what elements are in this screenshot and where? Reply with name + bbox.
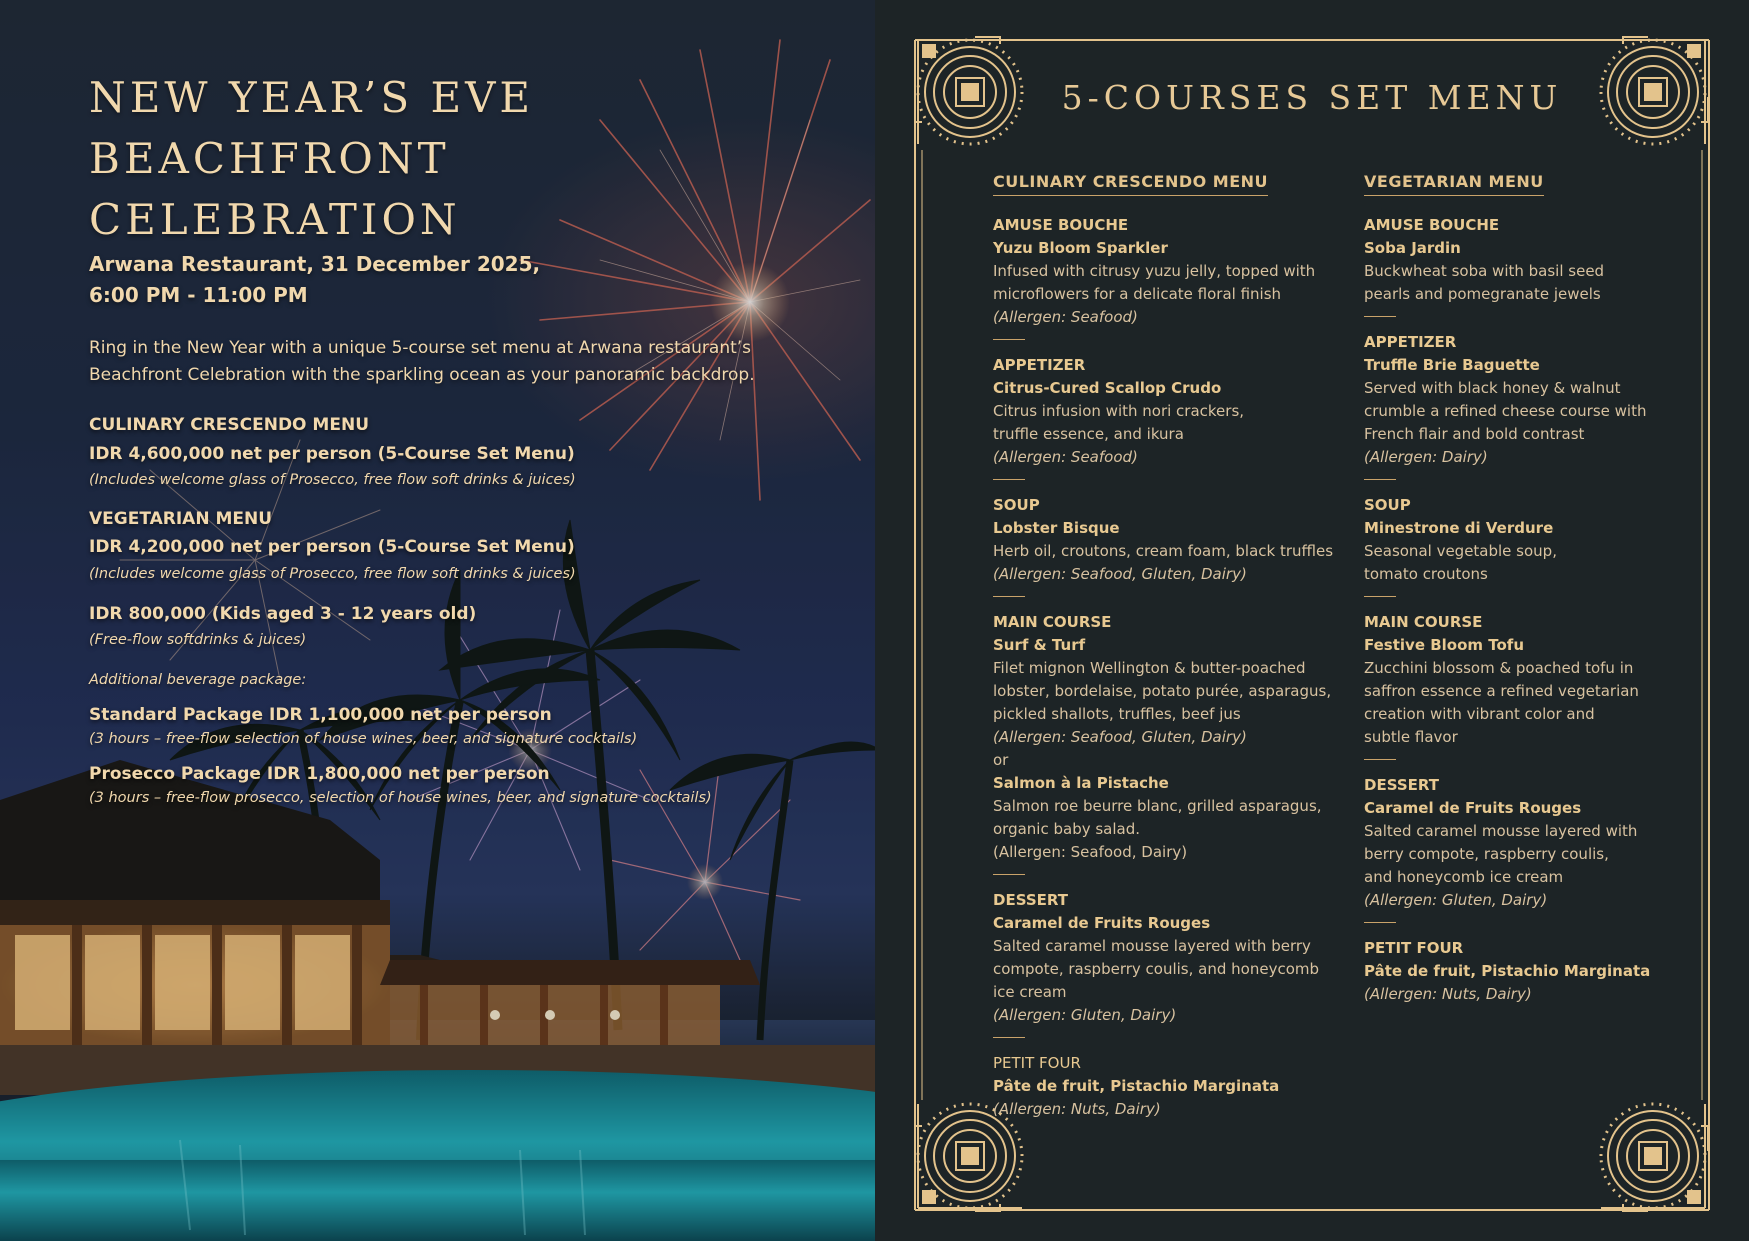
- allergen: (Allergen: Seafood, Gluten, Dairy): [993, 728, 1247, 746]
- course-label: PETIT FOUR: [1364, 939, 1464, 957]
- alt-dish-name: Salmon à la Pistache: [993, 774, 1169, 792]
- course-label: APPETIZER: [993, 356, 1086, 374]
- culinary-soup: [993, 494, 1353, 586]
- dish-name: Caramel de Fruits Rouges: [1364, 799, 1582, 817]
- menu-panel: [875, 0, 1749, 1241]
- culinary-appetizer: [993, 354, 1353, 469]
- dish-desc: compote, raspberry coulis, and honeycomb: [993, 960, 1320, 978]
- allergen: (Allergen: Seafood, Dairy): [993, 843, 1188, 861]
- headline-line-3: CELEBRATION: [89, 195, 461, 244]
- dish-desc: Buckwheat soba with basil seed: [1364, 262, 1605, 280]
- divider: [1364, 759, 1396, 760]
- kids-note: (Free-flow softdrinks & juices): [89, 632, 307, 648]
- dish-name: Truffle Brie Baguette: [1364, 356, 1540, 374]
- vegetarian-petit-four: [1364, 937, 1664, 1006]
- headline-line-2: BEACHFRONT: [89, 134, 450, 183]
- culinary-price: IDR 4,600,000 net per person (5-Course Set Menu): [89, 444, 575, 464]
- course-label: APPETIZER: [1364, 333, 1457, 351]
- prosecco-package-note: (3 hours – free-flow prosecco, selection of house wines, beer, and signature cocktails): [89, 790, 712, 806]
- vegetarian-soup: [1364, 494, 1664, 586]
- dish-desc: Seasonal vegetable soup,: [1364, 542, 1557, 560]
- dish-desc: pickled shallots, truffles, beef jus: [993, 705, 1241, 723]
- culinary-amuse: [993, 214, 1353, 329]
- vegetarian-amuse: [1364, 214, 1664, 306]
- culinary-main: [993, 611, 1353, 864]
- dish-name: Minestrone di Verdure: [1364, 519, 1554, 537]
- or-separator: or: [993, 751, 1009, 769]
- culinary-petit-four: [993, 1052, 1353, 1121]
- dish-name: Yuzu Bloom Sparkler: [993, 239, 1168, 257]
- dish-desc: French flair and bold contrast: [1364, 425, 1585, 443]
- standard-package-note: (3 hours – free-flow selection of house wines, beer, and signature cocktails): [89, 731, 638, 747]
- dish-desc: tomato croutons: [1364, 565, 1488, 583]
- dish-desc: truffle essence, and ikura: [993, 425, 1184, 443]
- vegetarian-appetizer: [1364, 331, 1664, 469]
- dish-desc: organic baby salad.: [993, 820, 1141, 838]
- course-label: SOUP: [993, 496, 1040, 514]
- dish-name: Surf & Turf: [993, 636, 1086, 654]
- course-label: AMUSE BOUCHE: [1364, 216, 1500, 234]
- dish-desc: berry compote, raspberry coulis,: [1364, 845, 1609, 863]
- dish-desc: Zucchini blossom & poached tofu in: [1364, 659, 1634, 677]
- dish-name: Citrus-Cured Scallop Crudo: [993, 379, 1222, 397]
- course-label: PETIT FOUR: [993, 1054, 1081, 1072]
- vegetarian-main: [1364, 611, 1664, 749]
- kids-price: IDR 800,000 (Kids aged 3 - 12 years old): [89, 604, 477, 624]
- dish-desc: creation with vibrant color and: [1364, 705, 1595, 723]
- dish-desc: Served with black honey & walnut: [1364, 379, 1621, 397]
- divider: [1364, 479, 1396, 480]
- culinary-note: (Includes welcome glass of Prosecco, free flow soft drinks & juices): [89, 472, 576, 488]
- beverage-label: Additional beverage package:: [89, 672, 307, 688]
- intro-line-1: Ring in the New Year with a unique 5-course set menu at Arwana restaurant’s: [89, 338, 752, 358]
- headline-line-1: NEW YEAR’S EVE: [89, 73, 535, 122]
- dish-desc: Salmon roe beurre blanc, grilled asparagus,: [993, 797, 1322, 815]
- dish-name: Lobster Bisque: [993, 519, 1120, 537]
- divider: [1364, 316, 1396, 317]
- vegetarian-dessert: [1364, 774, 1664, 912]
- dish-name: Festive Bloom Tofu: [1364, 636, 1525, 654]
- culinary-heading: CULINARY CRESCENDO MENU: [993, 172, 1268, 196]
- dish-desc: Citrus infusion with nori crackers,: [993, 402, 1245, 420]
- venue-line-1: Arwana Restaurant, 31 December 2025,: [89, 252, 541, 276]
- vegetarian-title: VEGETARIAN MENU: [89, 509, 273, 529]
- dish-desc: Salted caramel mousse layered with: [1364, 822, 1638, 840]
- dish-desc: microflowers for a delicate floral finish: [993, 285, 1282, 303]
- allergen: (Allergen: Nuts, Dairy): [993, 1100, 1161, 1118]
- course-label: AMUSE BOUCHE: [993, 216, 1129, 234]
- course-label: MAIN COURSE: [1364, 613, 1483, 631]
- menu-title: 5-COURSES SET MENU: [1061, 78, 1563, 117]
- dish-name: Caramel de Fruits Rouges: [993, 914, 1211, 932]
- dish-desc: Salted caramel mousse layered with berry: [993, 937, 1311, 955]
- dish-desc: subtle flavor: [1364, 728, 1458, 746]
- divider: [993, 874, 1025, 875]
- dish-desc: ice cream: [993, 983, 1067, 1001]
- vegetarian-note: (Includes welcome glass of Prosecco, free flow soft drinks & juices): [89, 566, 576, 582]
- venue-info: [89, 249, 540, 311]
- culinary-title: CULINARY CRESCENDO MENU: [89, 415, 369, 435]
- dish-name: Pâte de fruit, Pistachio Marginata: [993, 1077, 1280, 1095]
- standard-package-title: Standard Package IDR 1,100,000 net per person: [89, 705, 552, 725]
- venue-line-2: 6:00 PM - 11:00 PM: [89, 283, 308, 307]
- course-label: DESSERT: [993, 891, 1068, 909]
- divider: [1364, 922, 1396, 923]
- dish-desc: Infused with citrusy yuzu jelly, topped with: [993, 262, 1316, 280]
- course-label: MAIN COURSE: [993, 613, 1112, 631]
- allergen: (Allergen: Seafood): [993, 448, 1138, 466]
- dish-desc: pearls and pomegranate jewels: [1364, 285, 1601, 303]
- allergen: (Allergen: Gluten, Dairy): [993, 1006, 1177, 1024]
- dish-desc: crumble a refined cheese course with: [1364, 402, 1647, 420]
- vegetarian-column: [1364, 172, 1664, 1010]
- divider: [1364, 596, 1396, 597]
- course-label: SOUP: [1364, 496, 1411, 514]
- dish-desc: lobster, bordelaise, potato purée, asparagus,: [993, 682, 1332, 700]
- dish-desc: Herb oil, croutons, cream foam, black truffles: [993, 542, 1334, 560]
- intro-line-2: Beachfront Celebration with the sparkling ocean as your panoramic backdrop.: [89, 365, 755, 385]
- culinary-dessert: [993, 889, 1353, 1027]
- vegetarian-price: IDR 4,200,000 net per person (5-Course Set Menu): [89, 537, 575, 557]
- divider: [993, 479, 1025, 480]
- poster-headline: [89, 67, 534, 250]
- allergen: (Allergen: Gluten, Dairy): [1364, 891, 1548, 909]
- divider: [993, 339, 1025, 340]
- ornament-bottom-right: [1601, 1104, 1708, 1211]
- dish-desc: Filet mignon Wellington & butter-poached: [993, 659, 1306, 677]
- course-label: DESSERT: [1364, 776, 1439, 794]
- divider: [993, 1037, 1025, 1038]
- allergen: (Allergen: Seafood, Gluten, Dairy): [993, 565, 1247, 583]
- allergen: (Allergen: Seafood): [993, 308, 1138, 326]
- allergen: (Allergen: Dairy): [1364, 448, 1488, 466]
- vegetarian-heading: VEGETARIAN MENU: [1364, 172, 1544, 196]
- culinary-column: [993, 172, 1353, 1125]
- dish-desc: saffron essence a refined vegetarian: [1364, 682, 1639, 700]
- prosecco-package-title: Prosecco Package IDR 1,800,000 net per person: [89, 764, 550, 784]
- allergen: (Allergen: Nuts, Dairy): [1364, 985, 1532, 1003]
- dish-name: Soba Jardin: [1364, 239, 1461, 257]
- divider: [993, 596, 1025, 597]
- intro-text: [89, 335, 755, 389]
- dish-desc: and honeycomb ice cream: [1364, 868, 1564, 886]
- dish-name: Pâte de fruit, Pistachio Marginata: [1364, 962, 1651, 980]
